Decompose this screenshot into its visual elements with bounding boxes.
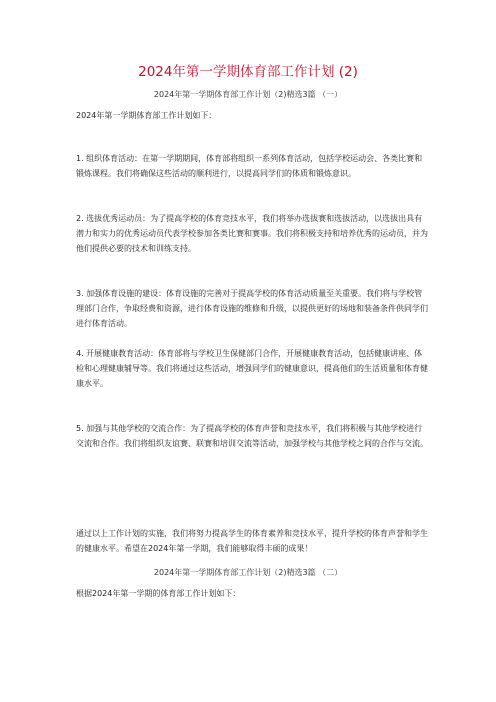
intro-paragraph: 2024年第一学期体育部工作计划如下： — [76, 111, 217, 120]
part2-heading: 2024年第一学期体育部工作计划（2)精选3篇 （二） — [153, 568, 343, 577]
item-paragraph-3: 3. 加强体育设施的建设：体育设施的完善对于提高学校的体育活动质量至关重要。我们将与学校管理部门合作，争取经费和资源，进行体育设施的维修和升级，以提供更好的场地和装备条件供同学们进行体育活动。 — [76, 289, 428, 328]
item-paragraph-2: 2. 选拔优秀运动员：为了提高学校的体育竞技水平，我们将举办选拔赛和选拔活动，以选拔出具有潜力和实力的优秀运动员代表学校参加各类比赛和赛事。我们将积极支持和培养优秀的运动员，并为他们提供必要的技术和训练支持。 — [76, 214, 428, 253]
item-paragraph-1: 1. 组织体育活动：在第一学期期间，体育部将组织一系列体育活动，包括学校运动会、各类比赛和锻炼课程。我们将确保这些活动的顺利进行，以提高同学们的体质和锻炼意识。 — [76, 154, 423, 178]
item-paragraph-5: 5. 加强与其他学校的交流合作：为了提高学校的体育声誉和竞技水平，我们将积极与其他学校进行交流和合作。我们将组织友谊赛、联赛和培训交流等活动，加强学校与其他学校之间的合作与交流。 — [76, 424, 428, 448]
document-title: 2024年第一学期体育部工作计划 (2) — [138, 64, 358, 80]
item-paragraph-4: 4. 开展健康教育活动：体育部将与学校卫生保健部门合作，开展健康教育活动，包括健康讲座、体检和心理健康辅导等。我们将通过这些活动，增强同学们的健康意识，提高他们的生活质量和体育健康水平。 — [76, 349, 428, 388]
part1-heading: 2024年第一学期体育部工作计划（2)精选3篇 （一） — [153, 90, 343, 99]
part2-intro: 根据2024年第一学期的体育部工作计划如下： — [76, 589, 241, 598]
conclusion-paragraph: 通过以上工作计划的实施，我们将努力提高学生的体育素养和竞技水平，提升学校的体育声誉和学生的健康水平。希望在2024年第一学期，我们能够取得丰硕的成果！ — [76, 529, 428, 553]
